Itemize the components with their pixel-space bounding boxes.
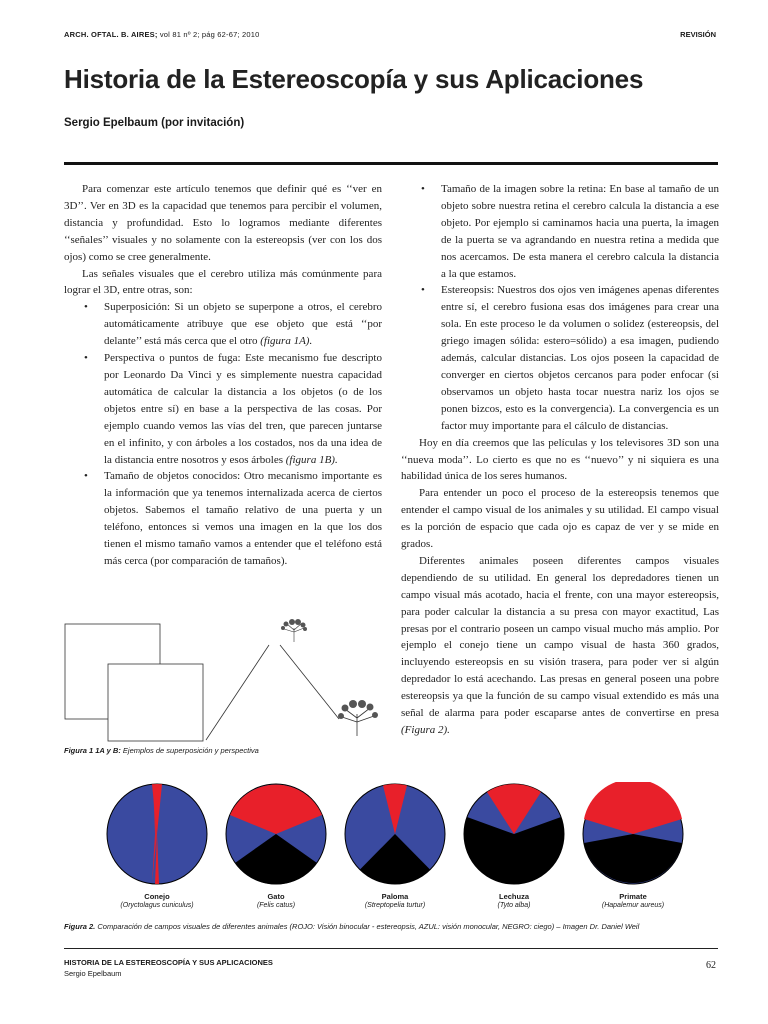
paloma-visual-field <box>345 784 445 884</box>
journal-citation: vol 81 nº 2; pág 62-67; 2010 <box>159 30 260 39</box>
article-title: Historia de la Estereoscopía y sus Aplicaciones <box>64 64 644 94</box>
animal-label-gato: Gato (Felis catus) <box>256 892 296 909</box>
paragraph: Hoy en día creemos que las películas y los televisores 3D son una ‘‘nueva moda’’. Lo cierto es que no es ‘‘nuevo’’ y ni siquiera es una habilidad única de los seres humanos. <box>401 436 719 483</box>
bullet-item: • Tamaño de la imagen sobre la retina: En base al tamaño de un objeto sobre nuestra retina el cerebro calcula la distancia a ese objeto. Por ejemplo si caminamos hacia una puerta, la imagen de la puerta se va agrandando en nuestra retina a medida que nos acercamos. De esta manera el cerebro calcula la distancia a la que estamos. <box>421 183 719 280</box>
animal-label-paloma: Paloma (Streptopelia turtur) <box>364 892 426 909</box>
animal-label-lechuza: Lechuza (Tyto alba) <box>497 892 531 909</box>
bullet-item: • Superposición: Si un objeto se superpone a otros, el cerebro automáticamente atribuye que ese objeto que está ‘‘por delante’’ está más cerca que el otro (figura 1A). <box>84 301 382 348</box>
bullet-icon: • <box>84 470 88 483</box>
figure-2-visual-fields <box>64 782 718 917</box>
lechuza-visual-field <box>464 784 564 884</box>
figure-1-caption: Figura 1 1A y B: Ejemplos de superposición y perspectiva <box>64 746 259 755</box>
front-square <box>108 664 203 741</box>
title-divider <box>64 162 718 165</box>
figure-reference: (figura 1A). <box>260 335 313 348</box>
paragraph: Las señales visuales que el cerebro utiliza más comúnmente para lograr el 3D, entre otras, son: <box>64 267 382 297</box>
paragraph: Diferentes animales poseen diferentes campos visuales dependiendo de su utilidad. En general los depredadores tienen un campo visual más acotado, hacia el frente, con una mayor estereopsis, para poder calcular la distancia a su presa con mayor exactitud, Las presas por el contrario poseen un campo visual mucho más amplio. Por ejemplo el conejo tiene un campo visual de hasta 360 grados, incluyendo estereopsis en su visión trasera, para poder ver si algún depredador lo está acechando. Las presas en general poseen una pobre estereopsis ya que la función de su campo visual extendido es más una señal de alarma para poder escaparse antes de convertirse en presa (Figura 2). <box>401 554 719 736</box>
primate-visual-field <box>583 782 683 884</box>
page-number: 62 <box>706 960 716 971</box>
section-label: REVISIÓN <box>680 30 716 39</box>
text-column-right <box>401 181 719 739</box>
footer-author: Sergio Epelbaum <box>64 969 122 978</box>
article-author: Sergio Epelbaum (por invitación) <box>64 117 245 129</box>
bullet-icon: • <box>421 284 425 297</box>
bullet-icon: • <box>421 183 425 195</box>
journal-header <box>64 30 260 39</box>
figure-1-illustration <box>64 618 394 743</box>
bullet-icon: • <box>84 352 88 365</box>
bullet-item: • Estereopsis: Nuestros dos ojos ven imágenes apenas diferentes entre sí, el cerebro fusiona esas dos imágenes para crear una sola. En este proceso le da volumen o solidez (estereopsis, del griego imagen sólida: estero=sólido) a esa imagen, pudiendo además, calcular distancias. Los ojos poseen la capacidad de converger en ciertos objetos cercanos para poder enfocar (si observamos un objeto hasta tocar nuestra nariz los ojos se ponen bizcos, esto es la convergencia). La convergencia es un factor muy importante para el cálculo de distancias. <box>421 284 719 432</box>
footer-title: HISTORIA DE LA ESTEREOSCOPÍA Y SUS APLICACIONES <box>64 958 273 967</box>
paragraph: Para comenzar este artículo tenemos que definir qué es ‘‘ver en 3D’’. Ver en 3D es la capacidad que tenemos para percibir el volumen, distancia y profundidad. Esto lo logramos mediante diferentes ‘‘señales’’ visuales y no solamente con la estereopsis (ver con los dos ojos) como se cree generalmente. <box>64 183 382 263</box>
figure-reference: (figura 1B). <box>285 453 338 466</box>
small-tree-icon <box>281 619 307 642</box>
conejo-visual-field <box>107 784 207 884</box>
visual-field-diagrams <box>64 782 718 886</box>
perspective-line-right <box>280 645 339 719</box>
large-tree-icon <box>338 700 378 736</box>
animal-label-primate: Primate (Hapalemur aureus) <box>601 892 665 909</box>
journal-name: ARCH. OFTAL. B. AIRES; <box>64 30 158 39</box>
perspective-line-left <box>206 645 269 740</box>
animal-label-conejo: Conejo (Oryctolagus cuniculus) <box>120 892 194 909</box>
figure-2-caption: Figura 2. Comparación de campos visuales de diferentes animales (ROJO: Visión binocular - estereopsis, AZUL: visión monocular, NEGRO: ciego) – Imagen Dr. Daniel Weil <box>64 922 640 931</box>
bullet-item: • Tamaño de objetos conocidos: Otro mecanismo importante es la información que ya tenemos internalizada acerca de ciertos objetos. Sabemos el tamaño relativo de una puerta y un teléfono, entonces si vemos una imagen en la que los dos tienen el mismo tamaño vamos a entender que el teléfono está más cerca (por comparación de tamaños). <box>84 470 382 567</box>
text-column-left <box>64 181 382 570</box>
bullet-item: • Perspectiva o puntos de fuga: Este mecanismo fue descripto por Leonardo Da Vinci y es simplemente nuestra capacidad automática de calcular la distancia a los objetos (o de los objetos entre sí) en base a la perspectiva de las cosas. Por ejemplo cuando vemos las vías del tren, que parecen juntarse en el infinito, y con árboles a los costados, nos da una idea de la distancia entre nosotros y esos árboles (figura 1B). <box>84 352 382 466</box>
figure-reference: (Figura 2). <box>401 724 450 736</box>
paragraph: Para entender un poco el proceso de la estereopsis tenemos que entender el campo visual de los animales y su utilidad. El campo visual es la porción de espacio que cada ojo es capaz de ver y se mide en grados. <box>401 487 719 551</box>
bullet-icon: • <box>84 301 88 314</box>
footer-divider <box>64 948 718 949</box>
gato-visual-field <box>226 784 326 884</box>
